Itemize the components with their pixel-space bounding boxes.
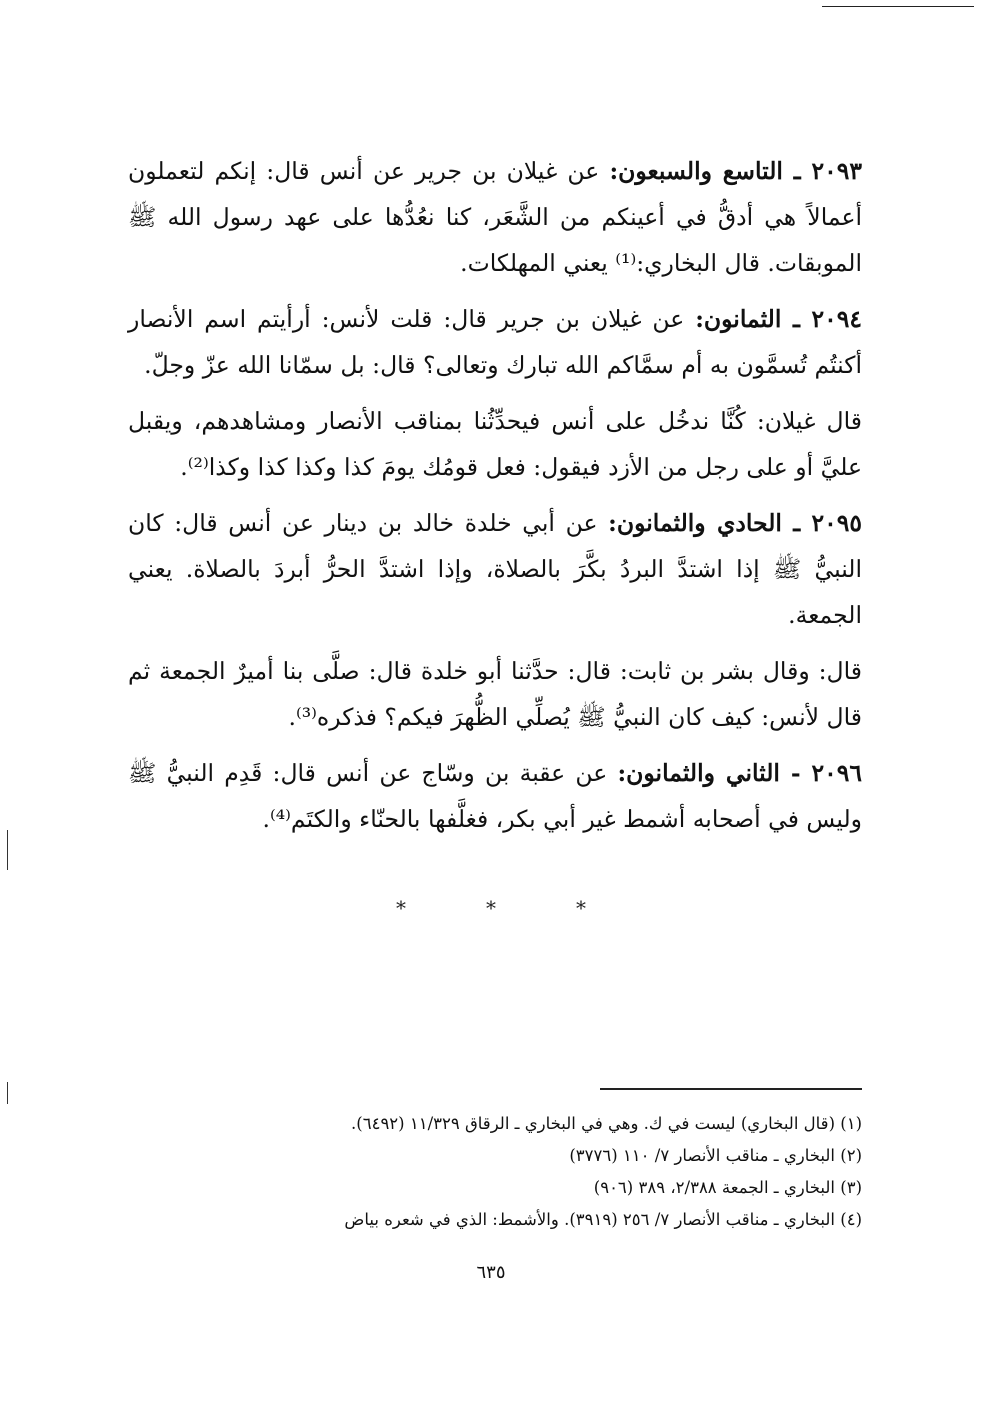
hadith-number: ٢٠٩٤: [811, 305, 862, 333]
footnote: (٢) البخاري ـ مناقب الأنصار ٧/ ١١٠ (٣٧٧٦): [569, 1146, 862, 1165]
hadith-paragraph: [128, 750, 862, 842]
hadith-heading: ـ الثمانون:: [695, 305, 812, 333]
hadith-text: عن أبي خلدة خالد بن دينار عن أنس قال: كان النبيُّ ﷺ إذا اشتدَّ البردُ بكَّرَ بالصلاة، وإذا اشتدَّ الحرُّ أبردَ بالصلاة. يعني الجمعة.: [128, 509, 862, 629]
footnote: (٤) البخاري ـ مناقب الأنصار ٧/ ٢٥٦ (٣٩١٩). والأشمط: الذي في شعره بياض: [344, 1210, 862, 1229]
hadith-number: ٢٠٩٦: [811, 759, 862, 787]
asterisk-ornament: *: [396, 896, 406, 920]
footnote: (١) (قال البخاري) ليست في ك. وهي في البخاري ـ الرقاق ١١/٣٢٩ (٦٤٩٢).: [351, 1114, 862, 1133]
asterisk-ornament: *: [486, 896, 496, 920]
scan-margin-mark: [7, 1082, 8, 1104]
hadith-text: عن غيلان بن جرير قال: قلت لأنس: أرأيتم اسم الأنصار أكنتُم تُسمَّون به أم سمَّاكم الله تبارك وتعالى؟ قال: بل سمّانا الله عزّ وجلّ.: [128, 305, 862, 379]
asterisk-ornament: *: [576, 896, 586, 920]
hadith-heading: ـ الحادي والثمانون:: [608, 509, 812, 537]
section-separator: [391, 896, 591, 920]
hadith-text: قال: وقال بشر بن ثابت: قال: حدَّثنا أبو خلدة قال: صلَّى بنا أميرٌ الجمعة ثم قال لأنس: كيف كان النبيُّ ﷺ يُصلِّي الظُّهرَ فيكم؟ فذكره⁽³⁾.: [128, 657, 862, 731]
footnote: (٣) البخاري ـ الجمعة ٢/٣٨٨، ٣٨٩ (٩٠٦): [593, 1178, 862, 1197]
hadith-paragraph: [128, 148, 862, 286]
hadith-heading: ـ التاسع والسبعون:: [609, 157, 812, 185]
hadith-paragraph: [128, 648, 862, 740]
footnote-rule: [600, 1088, 862, 1090]
hadith-paragraph: [128, 500, 862, 638]
hadith-text: عن غيلان بن جرير عن أنس قال: إنكم لتعملون أعمالاً هي أدقُّ في أعينكم من الشَّعَر، كنا نعُدُّها على عهد رسول الله ﷺ الموبقات. قال البخاري:⁽¹⁾ يعني المهلكات.: [128, 157, 862, 277]
hadith-paragraph: [128, 296, 862, 388]
footnotes: [200, 1108, 862, 1236]
hadith-heading: - الثاني والثمانون:: [617, 759, 812, 787]
main-text: [128, 148, 862, 852]
top-rule: [822, 6, 974, 7]
page-number: ٦٣٥: [476, 1262, 506, 1283]
scan-margin-mark: [7, 830, 8, 870]
hadith-number: ٢٠٩٣: [811, 157, 862, 185]
hadith-text: قال غيلان: كُنَّا ندخُل على أنس فيحدِّثُنا بمناقب الأنصار ومشاهدهم، ويقبل عليَّ أو على رجل من الأزد فيقول: فعل قومُك يومَ كذا وكذا كذا وكذا⁽²⁾.: [128, 407, 862, 481]
hadith-number: ٢٠٩٥: [811, 509, 863, 537]
hadith-text: عن عقبة بن وسّاج عن أنس قال: قَدِم النبيُّ ﷺ وليس في أصحابه أشمط غير أبي بكر، فغلَّفها بالحنّاء والكتَم⁽⁴⁾.: [128, 759, 862, 833]
hadith-paragraph: [128, 398, 862, 490]
